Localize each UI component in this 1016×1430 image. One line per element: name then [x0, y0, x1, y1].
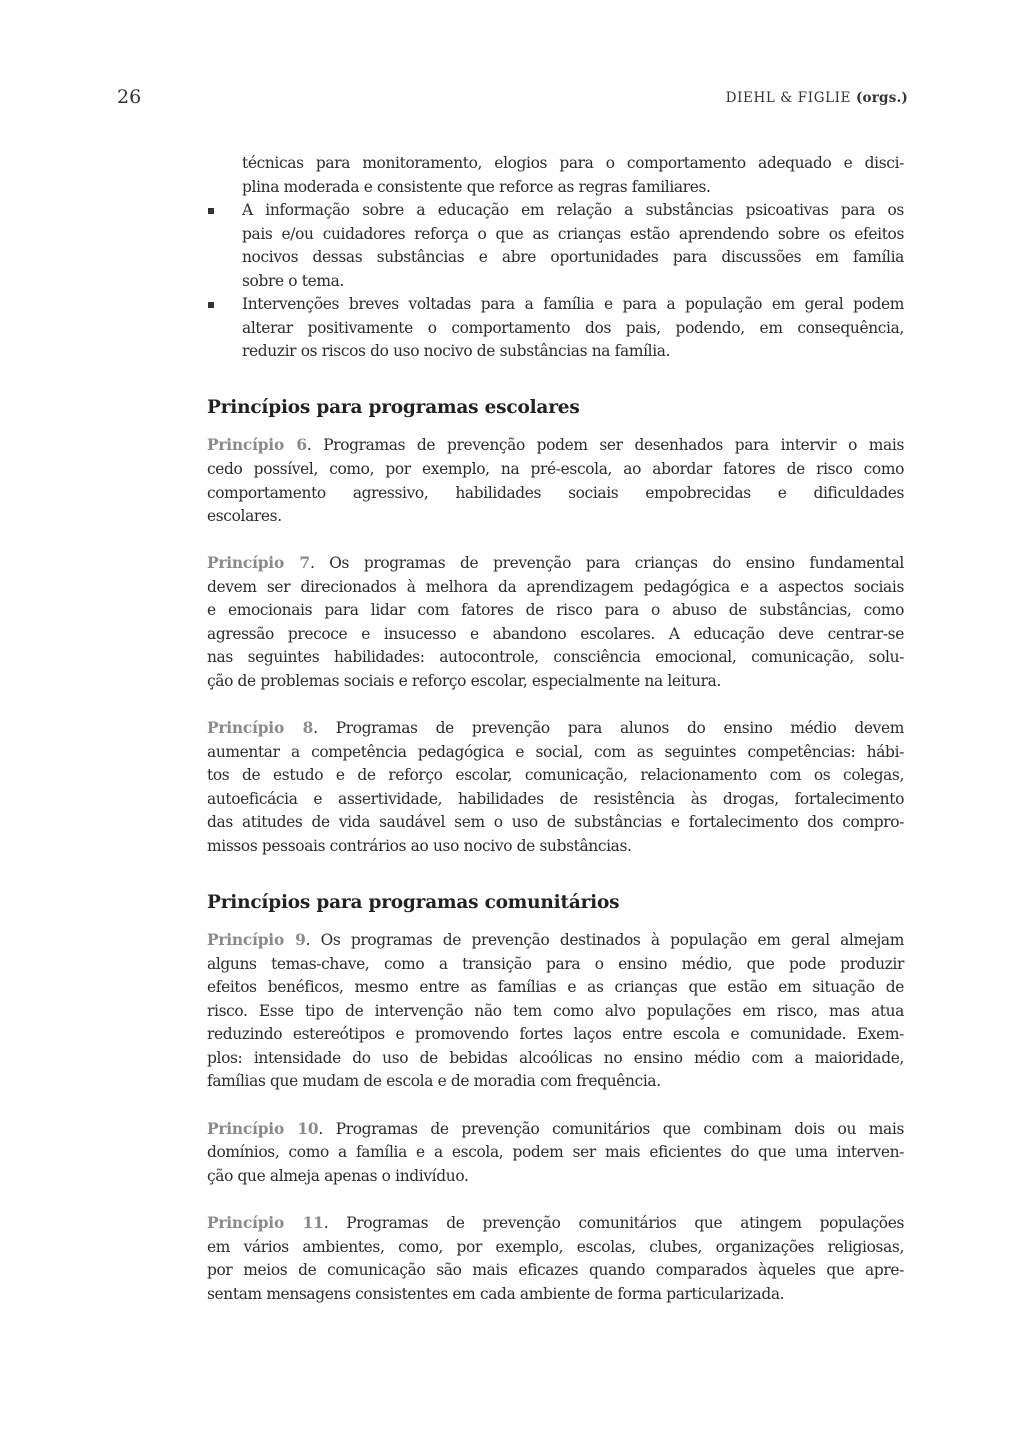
bullet-1-line: nocivos dessas substâncias e abre oportunidades para discussões em família: [242, 248, 904, 266]
principle-7-line: e emocionais para lidar com fatores de risco para o abuso de substâncias, como: [207, 601, 904, 619]
principle-7-line: nas seguintes habilidades: autocontrole, consciência emocional, comunicação, solu-: [207, 648, 904, 666]
principle-8-line: aumentar a competência pedagógica e social, com as seguintes competências: hábi-: [207, 743, 904, 761]
principle-7-line: devem ser direcionados à melhora da aprendizagem pedagógica e a aspectos sociais: [207, 578, 904, 596]
page-number: 26: [117, 86, 142, 108]
principle-9-line: reduzindo estereótipos e promovendo fortes laços entre escola e comunidade. Exem-: [207, 1025, 904, 1043]
principle-11-first-line: [207, 1212, 904, 1235]
bullet-square-icon: [208, 302, 214, 308]
principle-6-line: cedo possível, como, por exemplo, na pré-escola, ao abordar fatores de risco como: [207, 460, 904, 478]
intro-line: técnicas para monitoramento, elogios para o comportamento adequado e disci-: [242, 154, 904, 172]
principle-7-first-line: [207, 552, 904, 575]
bullet-2-line: reduzir os riscos do uso nocivo de substâncias na família.: [242, 342, 671, 360]
principle-6-text: . Programas de prevenção podem ser desenhados para intervir o mais: [306, 436, 904, 454]
principle-11-line: em vários ambientes, como, por exemplo, escolas, clubes, organizações religiosas,: [207, 1238, 904, 1256]
principle-6-line: escolares.: [207, 507, 282, 525]
principle-9-line: alguns temas-chave, como a transição para o ensino médio, que pode produzir: [207, 955, 904, 973]
principle-11-text: . Programas de prevenção comunitários que atingem populações: [323, 1214, 905, 1232]
section-heading-escolares: Princípios para programas escolares: [207, 397, 580, 418]
principle-8-label: Princípio 8: [207, 719, 314, 737]
principle-8-text: . Programas de prevenção para alunos do ensino médio devem: [313, 719, 904, 737]
bullet-2-line: Intervenções breves voltadas para a família e para a população em geral podem: [242, 295, 904, 313]
principle-6-first-line: [207, 434, 904, 457]
principle-11-line: sentam mensagens consistentes em cada ambiente de forma particularizada.: [207, 1285, 785, 1303]
bullet-2-line: alterar positivamente o comportamento dos pais, podendo, em consequência,: [242, 319, 904, 337]
bullet-1-line: A informação sobre a educação em relação a substâncias psicoativas para os: [242, 201, 904, 219]
principle-11-label: Princípio 11: [207, 1214, 324, 1232]
principle-8-first-line: [207, 717, 904, 740]
principle-7-line: agressão precoce e insucesso e abandono escolares. A educação deve centrar-se: [207, 625, 904, 643]
principle-7-line: ção de problemas sociais e reforço escolar, especialmente na leitura.: [207, 672, 722, 690]
running-head-authors: DIEHL & FIGLIE: [725, 90, 852, 106]
principle-9-line: risco. Esse tipo de intervenção não tem como alvo populações em risco, mas atua: [207, 1002, 904, 1020]
principle-8-line: das atitudes de vida saudável sem o uso de substâncias e fortalecimento dos compro-: [207, 813, 904, 831]
principle-10-text: . Programas de prevenção comunitários que combinam dois ou mais: [318, 1120, 904, 1138]
principle-9-line: efeitos benéficos, mesmo entre as famílias e as crianças que estão em situação de: [207, 978, 904, 996]
principle-10-line: domínios, como a família e a escola, podem ser mais eficientes do que uma interven-: [207, 1143, 904, 1161]
principle-10-line: ção que almeja apenas o indivíduo.: [207, 1167, 469, 1185]
principle-7-text: . Os programas de prevenção para crianças do ensino fundamental: [309, 554, 904, 572]
principle-7-label: Princípio 7: [207, 554, 310, 572]
principle-10-first-line: [207, 1118, 904, 1141]
bullet-1-line: sobre o tema.: [242, 272, 344, 290]
principle-6-line: comportamento agressivo, habilidades sociais empobrecidas e dificuldades: [207, 484, 904, 502]
principle-8-line: missos pessoais contrários ao uso nocivo de substâncias.: [207, 837, 632, 855]
principle-9-text: . Os programas de prevenção destinados à população em geral almejam: [305, 931, 904, 949]
principle-9-label: Princípio 9: [207, 931, 306, 949]
principle-8-line: autoeficácia e assertividade, habilidades de resistência às drogas, fortalecimento: [207, 790, 904, 808]
bullet-1-line: pais e/ou cuidadores reforça o que as crianças estão aprendendo sobre os efeitos: [242, 225, 904, 243]
principle-10-label: Princípio 10: [207, 1120, 319, 1138]
running-head-suffix: (orgs.): [855, 90, 908, 106]
principle-9-line: plos: intensidade do uso de bebidas alcoólicas no ensino médio com a maioridade,: [207, 1049, 904, 1067]
bullet-square-icon: [208, 208, 214, 214]
section-heading-comunitarios: Princípios para programas comunitários: [207, 892, 620, 913]
principle-11-line: por meios de comunicação são mais eficazes quando comparados àqueles que apre-: [207, 1261, 904, 1279]
running-head: [726, 90, 908, 106]
principle-9-first-line: [207, 929, 904, 952]
intro-line: plina moderada e consistente que reforce as regras familiares.: [242, 178, 711, 196]
principle-8-line: tos de estudo e de reforço escolar, comunicação, relacionamento com os colegas,: [207, 766, 904, 784]
principle-9-line: famílias que mudam de escola e de moradia com frequência.: [207, 1072, 661, 1090]
principle-6-label: Princípio 6: [207, 436, 307, 454]
